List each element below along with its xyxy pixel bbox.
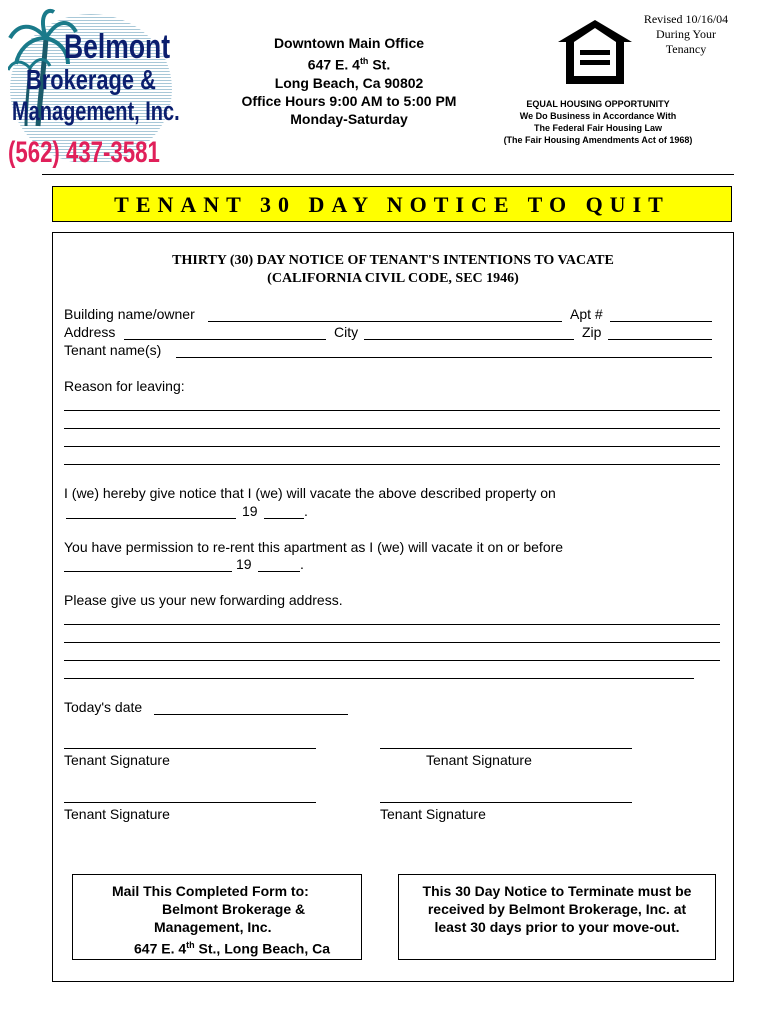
rerent-year-field[interactable]: [258, 571, 300, 572]
reason-line[interactable]: [64, 428, 720, 429]
tenant-signature-label: Tenant Signature: [64, 752, 170, 768]
equal-housing-icon: [556, 18, 634, 86]
todays-date-field[interactable]: [154, 714, 348, 715]
company-logo: [2, 6, 180, 178]
office-hours: Office Hours 9:00 AM to 5:00 PM: [241, 92, 457, 109]
tenant-signature-label: Tenant Signature: [64, 806, 170, 822]
tenant-names-field[interactable]: [176, 357, 712, 358]
reason-line[interactable]: [64, 464, 720, 465]
deadline-notice-text: This 30 Day Notice to Terminate must be received by Belmont Brokerage, Inc. at least 30 days prior to your move-out.: [422, 883, 692, 935]
city-field[interactable]: [364, 339, 574, 340]
apt-field[interactable]: [610, 321, 712, 322]
office-name: Downtown Main Office: [273, 35, 425, 51]
forwarding-line[interactable]: [64, 624, 720, 625]
tenant-names-label: Tenant name(s): [64, 342, 162, 358]
forwarding-label: Please give us your new forwarding address.: [64, 592, 343, 608]
zip-label: Zip: [582, 324, 602, 340]
tenant-signature-label: Tenant Signature: [426, 752, 532, 768]
city-label: City: [334, 324, 359, 340]
header-divider: [42, 174, 734, 175]
todays-date-label: Today's date: [64, 699, 143, 715]
reason-line[interactable]: [64, 446, 720, 447]
address-label: Address: [64, 324, 116, 340]
forwarding-line[interactable]: [64, 660, 720, 661]
revision-note: Revised 10/16/04 During Your Tenancy: [643, 12, 729, 56]
forwarding-line[interactable]: [64, 642, 720, 643]
tenant-signature-line[interactable]: [380, 748, 632, 749]
logo-phone: (562) 437-3581: [8, 136, 160, 169]
office-city: Long Beach, Ca 90802: [274, 74, 424, 91]
logo-line-1: Belmont: [64, 28, 171, 66]
building-field[interactable]: [208, 321, 562, 322]
rerent-date-field[interactable]: [64, 571, 232, 572]
period: .: [304, 503, 308, 519]
tenant-signature-line[interactable]: [64, 748, 316, 749]
permission-statement: You have permission to re-rent this apartment as I (we) will vacate it on or before: [64, 539, 564, 555]
mail-to-text: Mail This Completed Form to: Belmont Brokerage & Management, Inc. 647 E. 4th St., Long Beach, Ca: [112, 883, 331, 957]
year-prefix: 19: [242, 503, 258, 519]
year-prefix: 19: [236, 556, 252, 572]
office-address: 647 E. 4th St.: [307, 56, 391, 73]
equal-housing-text: EQUAL HOUSING OPPORTUNITY We Do Business in Accordance With The Federal Fair Housing Law (The Fair Housing Amendments Act of 1968): [503, 99, 693, 145]
vacate-year-field[interactable]: [264, 518, 304, 519]
tenant-signature-label: Tenant Signature: [380, 806, 486, 822]
tenant-signature-line[interactable]: [64, 802, 316, 803]
period: .: [300, 556, 304, 572]
apt-label: Apt #: [570, 306, 603, 322]
office-info: [230, 34, 468, 128]
tenant-signature-line[interactable]: [380, 802, 632, 803]
vacate-date-field[interactable]: [66, 518, 236, 519]
notice-statement: I (we) hereby give notice that I (we) will vacate the above described property on: [64, 485, 556, 501]
form-subtitle: THIRTY (30) DAY NOTICE OF TENANT'S INTENTIONS TO VACATE (CALIFORNIA CIVIL CODE, SEC 1946): [172, 253, 614, 286]
logo-line-3: Management, Inc.: [12, 96, 180, 126]
forwarding-line[interactable]: [64, 678, 694, 679]
address-field[interactable]: [124, 339, 326, 340]
logo-line-2: Brokerage &: [26, 64, 156, 95]
zip-field[interactable]: [608, 339, 712, 340]
office-days: Monday-Saturday: [290, 110, 408, 127]
reason-line[interactable]: [64, 410, 720, 411]
page-title: TENANT 30 DAY NOTICE TO QUIT: [114, 192, 670, 217]
reason-label: Reason for leaving:: [64, 378, 185, 394]
building-label: Building name/owner: [64, 306, 195, 322]
